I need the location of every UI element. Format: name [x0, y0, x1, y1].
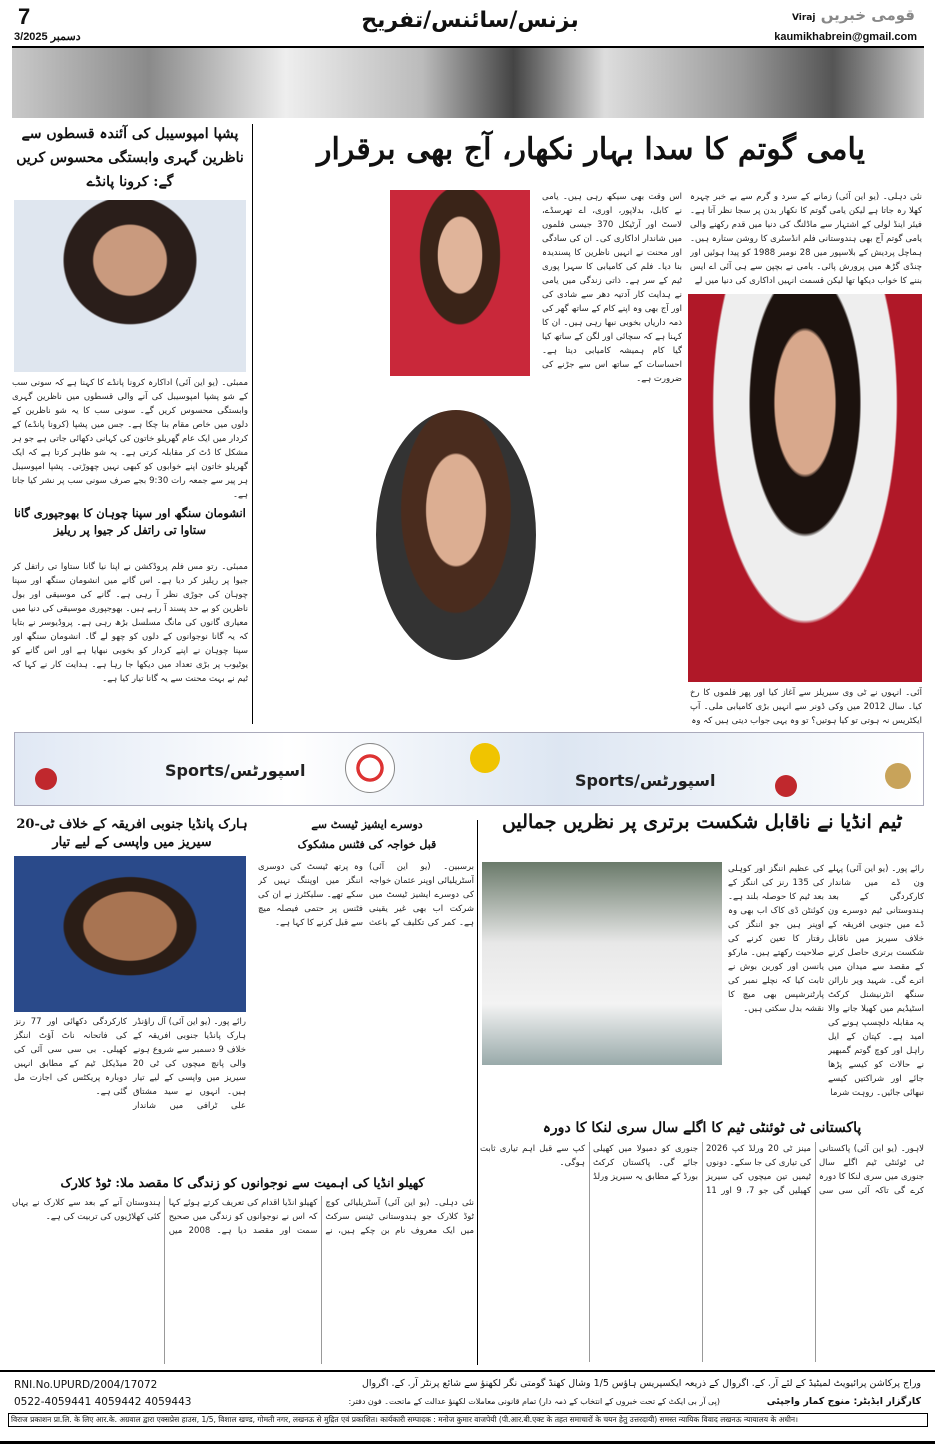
main-body: نئی دہلی۔ (یو این آئی) زمانے کے سرد و گرم سے بے خبر چہرہ کھلا رہ جاتا ہے لیکن یامی گوتم کا نکھار بدن پر سجا نظر آتا ہے۔ فیئر اینڈ لولی کے اشتہار سے ماڈلنگ کی دنیا میں قدم رکھنے والی یامی گوتم آج بھی ہندوستانی فلم انڈسٹری کا روشن ستارہ ہیں۔ ہماچل پردیش کے بلاسپور میں 28 نومبر 1988 کو پیدا ہوئیں اور چنڈی گڑھ میں پرورش پائی۔ یامی نے بچپن سے ہی آئی اے ایس بننے کا خواب دیکھا تھا لیکن قسمت انہیں اداکاری کی دنیا میں لے — [690, 192, 922, 286]
main-body — [258, 190, 384, 404]
side1-body: ممبئی۔ (یو این آئی) اداکارہ کرونا پانڈے کا کہنا ہے کہ سونی سب کے شو پشپا امپوسیبل کی آنے والی قسطوں میں ناظرین گہری وابستگی محسوس کریں گے۔ سونی سب کا یہ شو ناظرین کے دلوں میں خاص مقام بنا چکا ہے۔ جس میں پشپا (کرونا پانڈے) کے کردار میں ایک عام گھریلو خاتون کی کہانی دکھائی جاتی ہے جو ہر مشکل کا ڈٹ کر مقابلہ کرتی ہے۔ یہ شو ظاہر کرتا ہے کہ ایک گھریلو خاتون اپنے خوابوں کو کبھی نہیں چھوڑتی۔ پشپا امپوسیبل ہر پیر سے جمعہ رات 9:30 بجے صرف سونی سب پر نشر کیا جاتا ہے۔ — [12, 378, 248, 500]
side2-headline: انشومان سنگھ اور سپنا چوہان کا بھوجپوری گانا ستاوا تی راتفل کر جیوا پر ریلیز — [14, 506, 246, 537]
sport3-headline-top: دوسرے ایشیز ٹیسٹ سے — [311, 818, 423, 831]
side1-headline: پشپا امپوسیبل کی آئندہ قسطوں سے ناظرین گہری وابستگی محسوس کریں گے: کرونا پانڈے — [16, 126, 244, 190]
contact-email[interactable]: kaumikhabrein@gmail.com — [774, 31, 917, 43]
yami-gautam-photo-oval — [376, 410, 536, 660]
section-title: بزنس/سائنس/تفریح — [361, 8, 579, 33]
sport1-headline: ٹیم انڈیا نے ناقابل شکست برتری پر نظریں جمالیں — [501, 811, 903, 833]
sports-banner — [14, 732, 924, 806]
team-india-photo — [482, 862, 722, 1065]
main-body: اس وقت بھی سیکھ رہی ہیں۔ یامی نے کابل، بدلاپور، اوری، اے تھرسڈے، لاسٹ اور آرٹیکل 370 جیسی فلموں میں شاندار اداکاری کی۔ ان کی سادگی اور محنت نے انہیں ناظرین کا پسندیدہ بنا دیا۔ فلم کی کامیابی کا سہرا پوری ٹیم کے سر ہے۔ ذاتی زندگی میں یامی نے ہدایت کار آدتیہ دھر سے شادی کی اور آج بھی وہ اپنے کام کے ساتھ گھر کی ذمہ داریاں بخوبی نبھا رہی ہیں۔ ان کا کہنا ہے کہ سچائی اور لگن کے ساتھ کیا گیا کام ہمیشہ کامیابی دیتا ہے۔ احساسات کے ساتھ اس سے جڑنے کی ضرورت ہے۔ — [542, 192, 682, 384]
football-icon — [345, 743, 395, 793]
sport4-body: رائے پور۔ (یو این آئی) آل راؤنڈر ہارک پانڈیا جنوبی افریقہ کے خلاف 9 دسمبر سے شروع ہونے والی پانچ میچوں کی ٹی 20 سیریز میں واپسی کے لیے تیار ہیں۔ انہوں نے سید مشتاق علی ٹرافی میں شاندار کارکردگی دکھائی اور 77 رنز کی فاتحانہ ناٹ آؤٹ اننگز کھیلی۔ بی سی سی آئی کی میڈیکل ٹیم کے مطابق انہیں دوبارہ پریکٹس کی اجازت مل گئی ہے۔ — [14, 1017, 246, 1111]
footer — [0, 1370, 935, 1438]
yami-gautam-photo-red — [390, 190, 530, 376]
sport5-body: نئی دہلی۔ (یو این آئی) آسٹریلیائی کوچ ٹوڈ کلارک جو ہندوستانی ٹینس سرکٹ میں ایک معروف نام بن چکے ہیں، نے کھیلو انڈیا اقدام کی تعریف کرتے ہوئے کہا کہ اس نے نوجوانوں کو زندگی میں صحیح سمت اور مقصد دیا ہے۔ 2008 میں ہندوستان آنے کے بعد سے کلارک نے یہاں کئی کھلاڑیوں کی تربیت کی ہے۔ — [12, 1198, 474, 1236]
sport2-body: لاہور۔ (یو این آئی) پاکستانی ٹی ٹوئنٹی ٹیم اگلے سال جنوری میں سری لنکا کا دورہ کرے گی تاکہ آئی سی سی مینز ٹی 20 ورلڈ کپ 2026 کی تیاری کی جا سکے۔ دونوں ٹیمیں تین میچوں کی سیریز کھیلیں گی جو 7، 9 اور 11 جنوری کو دمبولا میں کھیلی جائے گی۔ پاکستان کرکٹ بورڈ کے مطابق یہ سیریز ورلڈ کپ سے قبل اہم تیاری ثابت ہوگی۔ — [480, 1144, 924, 1196]
main-body — [258, 410, 372, 728]
sport4-headline: ہارک پانڈیا جنوبی افریقہ کے خلاف ٹی-20 سیریز میں واپسی کے لیے تیار — [16, 817, 248, 850]
logo-text: قومی خبریں — [820, 6, 915, 24]
sport1-body-right: رائے پور۔ (یو این آئی) پہلے ون ڈے میں شاندار کارکردگی کے بعد ہندوستانی ٹیم دوسرے ون ڈے میں جنوبی افریقہ کے خلاف سیریز میں ناقابل شکست برتری حاصل کرنے کے مقصد سے میدان میں اترے گی۔ شہید ویر نارائن سنگھ انٹرنیشنل کرکٹ اسٹیڈیم میں کھیلا جانے والا یہ مقابلہ دلچسپ ہونے کی امید ہے۔ کپتان کے ایل راہل اور کوچ گوتم گمبھیر نے حالات کو کیسے پڑھا جائے اور شراکتیں کیسے نبھائی جائیں۔ روہت شرما — [828, 864, 924, 1098]
sports-label-left: Sports/اسپورٹس — [165, 761, 306, 780]
sport1-body-lower — [482, 1068, 724, 1112]
sports-label-right: Sports/اسپورٹس — [575, 771, 716, 790]
sport5-headline: کھیلو انڈیا کی اہمیت سے نوجوانوں کو زندگی کا مقصد ملا: ٹوڈ کلارک — [60, 1175, 425, 1190]
tennis-ball-icon — [470, 743, 500, 773]
main-headline: یامی گوتم کا سدا بہار نکھار، آج بھی برقرار — [317, 132, 865, 167]
main-body — [376, 664, 536, 728]
section-banner-image — [12, 46, 924, 118]
sport1-body-right: کی عظیم اننگز اور کوہلی کی 135 رنز کی اننگز کے بعد ٹیم کا حوصلہ بلند ہے۔ کوئنٹن ڈی کاک اب بھی وہ اوپنر ہیں جو اننگز کی رفتار کا تعین کرنے کی صلاحیت رکھتے ہیں۔ مارکو یانسن اور کوربن بوش نے ثابت کیا کہ نچلے نمبر کی پارٹنرشپس بھی میچ کا نقشہ بدل سکتی ہیں۔ — [728, 864, 824, 1014]
sport3-headline-bottom: قبل خواجہ کی فٹنس مشکوک — [297, 838, 437, 851]
sport3-body: برسبین۔ (یو این آئی) آسٹریلیائی اوپنر عثمان خواجہ کی دوسرے ایشیز ٹیسٹ میں شرکت اب بھی غیر یقینی ہے۔ کمر کی تکلیف کے باعث وہ پرتھ ٹیسٹ کی دوسری اننگز میں اوپننگ نہیں کر سکے تھے۔ سلیکٹرز نے ان کی فٹنس پر حتمی فیصلہ میچ سے قبل کرنے کا کہا ہے۔ — [258, 862, 474, 928]
yami-gautam-photo-main — [688, 294, 922, 682]
hardik-pandya-photo — [14, 856, 246, 1012]
footer-editor: کارگزار ایڈیٹر: منوج کمار واجپئی — [766, 1396, 921, 1407]
footer-legal: (پی آر بی ایکٹ کے تحت خبروں کے انتخاب کے ذمہ دار) تمام قانونی معاملات لکھنؤ عدالت کے ماتحت۔ فون دفتر: — [348, 1397, 720, 1406]
sport2-headline: پاکستانی ٹی ٹوئنٹی ٹیم کا اگلے سال سری لنکا کا دورہ — [542, 1120, 862, 1136]
masthead-logo — [792, 6, 915, 24]
karuna-pandey-photo — [14, 200, 246, 372]
cricket-ball-icon — [35, 768, 57, 790]
footer-hindi-imprint: विराज प्रकाशन प्रा.लि. के लिए आर.के. अग्रवाल द्वारा एक्सप्रेस हाउस, 1/5, विशाल खण्ड, गोमती नगर, लखनऊ से मुद्रित एवं प्रकाशित। कार्यकारी सम्पादक : मनोज कुमार वाजपेयी (पी.आर.बी.एक्ट के तहत समाचारों के चयन हेतु उत्तरदायी) समस्त न्यायिक विवाद लखनऊ न्यायालय के अधीन। — [8, 1413, 928, 1427]
main-body: آئی۔ انہوں نے ٹی وی سیریلز سے آغاز کیا اور پھر فلموں کا رخ کیا۔ سال 2012 میں وکی ڈونر سے انہیں بڑی کامیابی ملی۔ آپ ایکٹریس نہ ہوتی تو کیا ہوتیں؟ تو وہ یہی جواب دیتی ہیں کہ وہ — [690, 688, 922, 726]
issue-date: 3/دسمبر 2025 — [14, 31, 81, 43]
page-number: 7 — [18, 4, 31, 29]
cricket-ball-icon — [775, 775, 797, 797]
logo-mark: Viraj — [791, 13, 816, 23]
shuttlecock-icon — [885, 763, 911, 789]
footer-rni: RNI.No.UPURD/2004/17072 — [14, 1379, 158, 1391]
footer-phones: 0522-4059441 4059442 4059443 — [14, 1396, 192, 1408]
side2-body: ممبئی۔ رتو مس فلم پروڈکشن نے اپنا نیا گانا ستاوا تی راتفل کر جیوا پر ریلیز کر دیا ہے۔ اس گانے میں انشومان سنگھ اور سپنا چوہان کی جوڑی نظر آ رہی ہے۔ گانے کی موسیقی اور بول ناظرین کو بے حد پسند آ رہے ہیں۔ بھوجپوری موسیقی کی دنیا میں معیاری گانوں کی مانگ مسلسل بڑھ رہی ہے۔ پروڈیوسر نے بتایا کہ یہ گانا نوجوانوں کے دلوں کو چھو لے گا۔ انشومان سنگھ اور سپنا چوہان نے اپنے کردار کو بخوبی نبھایا ہے اور اس گانے کو یوٹیوب پر بڑی تعداد میں دیکھا جا رہا ہے۔ ہدایت کار نے کہا کہ ٹیم نے بہت محنت سے یہ گانا تیار کیا ہے۔ — [12, 562, 248, 684]
footer-publisher: وراج پرکاشن پرائیویٹ لمیٹیڈ کے لئے آر. کے. اگروال کے ذریعہ ایکسپریس ہاؤس 1/5 وشال کھنڈ گومتی نگر لکھنؤ سے شائع پرنٹر آر. کے. اگروال — [361, 1378, 921, 1389]
